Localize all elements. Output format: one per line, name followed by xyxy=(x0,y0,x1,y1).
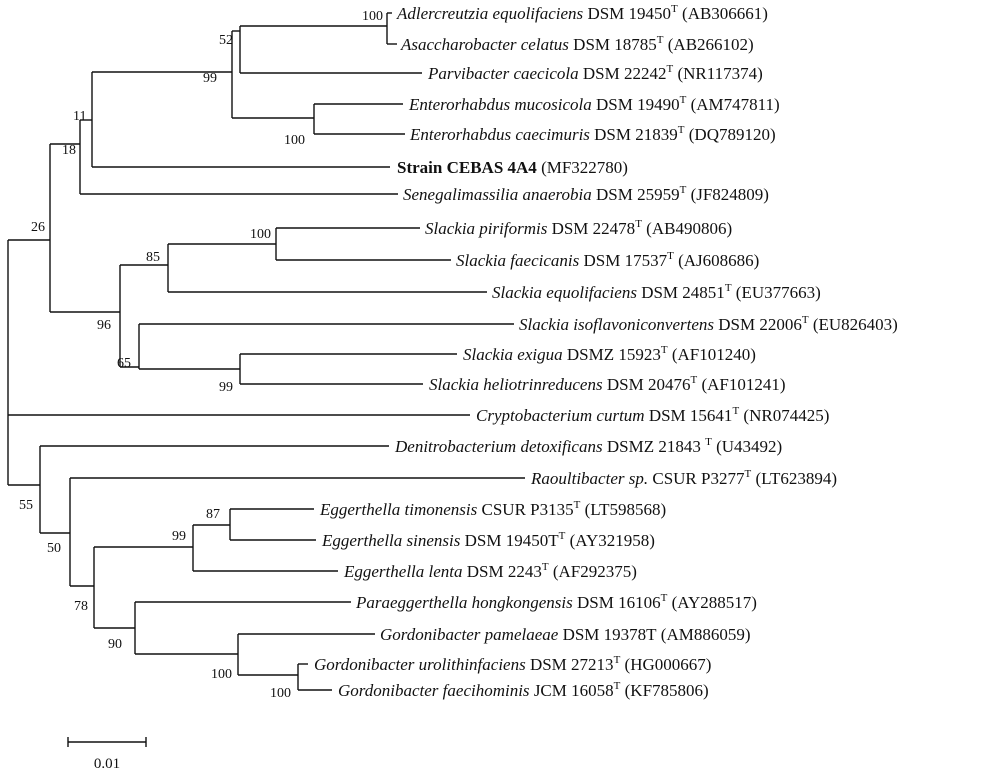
leaf-label xyxy=(343,561,637,581)
leaf-strain: DSM 21839 xyxy=(594,125,678,144)
leaf-strain: DSM 22006 xyxy=(718,315,802,334)
leaf-genus: Slackia xyxy=(429,375,480,394)
leaf-strain: CSUR P3135 xyxy=(481,500,574,519)
leaf-type-superscript: T xyxy=(558,530,566,542)
leaf-label xyxy=(425,218,732,238)
leaf-genus: Paraeggerthella xyxy=(356,593,468,612)
leaf-epithet: faecihominis xyxy=(442,681,530,700)
leaf-strain: DSM 18785 xyxy=(573,35,657,54)
leaf-epithet: piriformis xyxy=(479,219,548,238)
leaf-epithet: detoxificans xyxy=(520,437,603,456)
leaf-epithet: sp. xyxy=(628,469,649,488)
bootstrap-value: 85 xyxy=(146,250,160,265)
leaf-accession: (AF101241) xyxy=(701,375,786,394)
leaf-type-superscript: T xyxy=(666,63,674,75)
leaf-epithet: exigua xyxy=(517,345,563,364)
leaf-label xyxy=(319,499,666,519)
leaf-genus: Gordonibacter xyxy=(380,625,481,644)
leaf-genus: Slackia xyxy=(456,251,507,270)
leaf-strain: CSUR P3277 xyxy=(652,469,745,488)
leaf-epithet: celatus xyxy=(520,35,569,54)
leaf-epithet: faecicanis xyxy=(510,251,580,270)
leaf-accession: (LT598568) xyxy=(584,500,667,519)
bootstrap-value: 96 xyxy=(97,318,111,333)
scale-bar xyxy=(68,737,146,771)
bootstrap-value: 90 xyxy=(108,637,122,652)
leaf-genus: Slackia xyxy=(463,345,514,364)
leaf-strain: DSM 19378T xyxy=(562,625,657,644)
leaf-accession: (NR117374) xyxy=(677,64,763,83)
leaf-epithet: caecicola xyxy=(513,64,579,83)
leaf-label xyxy=(394,436,782,456)
leaf-genus: Slackia xyxy=(425,219,476,238)
leaf-strain: DSM 27213 xyxy=(529,655,614,674)
bootstrap-value: 99 xyxy=(219,380,233,395)
leaf-epithet: pamelaeae xyxy=(484,625,559,644)
leaf-strain: DSMZ 21843 xyxy=(606,437,706,456)
leaf-genus: Enterorhabdus xyxy=(410,125,512,144)
bootstrap-value: 100 xyxy=(362,9,383,24)
leaf-label xyxy=(321,530,655,550)
bootstrap-value: 99 xyxy=(172,529,186,544)
leaf-type-superscript: T xyxy=(613,654,621,666)
leaf-accession: (EU377663) xyxy=(735,283,821,302)
leaf-accession: (MF322780) xyxy=(541,158,628,177)
leaf-strain: DSM 19490 xyxy=(596,95,680,114)
leaf-accession: (AM747811) xyxy=(690,95,780,114)
leaf-epithet: isoflavoniconvertens xyxy=(573,315,714,334)
leaf-strain: DSM 19450T xyxy=(464,531,559,550)
leaf-label xyxy=(463,344,756,364)
leaf-type-superscript: T xyxy=(660,344,668,356)
leaf-type-superscript: T xyxy=(690,374,698,386)
bootstrap-value: 55 xyxy=(19,498,33,513)
leaf-strain: DSM 17537 xyxy=(583,251,668,270)
leaf-genus: Eggerthella xyxy=(322,531,403,550)
leaf-epithet: caecimuris xyxy=(515,125,590,144)
leaf-type-superscript: T xyxy=(671,3,678,15)
leaf-accession: (AJ608686) xyxy=(678,251,760,270)
leaf-genus: Adlercreutzia xyxy=(397,4,489,23)
leaf-accession: (KF785806) xyxy=(624,681,709,700)
bootstrap-value: 100 xyxy=(250,227,271,242)
bootstrap-value: 87 xyxy=(206,507,220,522)
leaf-strain: JCM 16058 xyxy=(533,681,614,700)
leaf-label xyxy=(396,3,768,23)
leaf-accession: (AF101240) xyxy=(671,345,756,364)
leaf-label xyxy=(519,314,898,334)
leaf-accession: (AF292375) xyxy=(552,562,637,581)
leaf-type-superscript: T xyxy=(656,34,664,46)
leaf-type-superscript: T xyxy=(541,561,549,573)
leaf-accession: (AB306661) xyxy=(682,4,768,23)
leaf-accession: (AY288517) xyxy=(671,593,757,612)
leaf-genus: Senegalimassilia xyxy=(403,185,519,204)
leaf-type-superscript: T xyxy=(667,250,674,262)
leaf-type-superscript: T xyxy=(613,680,621,692)
leaf-label xyxy=(492,282,821,302)
leaf-accession: (LT623894) xyxy=(755,469,837,488)
leaf-label xyxy=(409,124,776,144)
leaf-accession: (EU826403) xyxy=(812,315,898,334)
leaf-accession: (HG000667) xyxy=(624,655,712,674)
leaf-label xyxy=(355,592,757,612)
leaf-strain: DSM 19450 xyxy=(587,4,672,23)
leaf-label xyxy=(403,184,769,204)
leaf-type-superscript: T xyxy=(679,94,687,106)
leaf-genus: Gordonibacter xyxy=(314,655,415,674)
leaf-epithet: mucosicola xyxy=(514,95,592,114)
leaf-epithet: anaerobia xyxy=(522,185,592,204)
bootstrap-value: 99 xyxy=(203,71,217,86)
bootstrap-values xyxy=(19,9,383,701)
leaf-type-superscript: T xyxy=(635,218,642,230)
leaf-label xyxy=(427,63,763,83)
leaf-accession: (AB490806) xyxy=(646,219,733,238)
leaf-accession: (NR074425) xyxy=(743,406,830,425)
bootstrap-value: 11 xyxy=(73,109,87,124)
bootstrap-value: 26 xyxy=(31,220,45,235)
scale-bar-label: 0.01 xyxy=(93,756,121,771)
leaf-strain: DSM 22478 xyxy=(551,219,636,238)
leaf-type-superscript: T xyxy=(679,184,687,196)
leaf-label xyxy=(400,34,754,54)
leaf-genus: Raoultibacter xyxy=(531,469,625,488)
leaf-accession: (U43492) xyxy=(716,437,783,456)
bootstrap-value: 50 xyxy=(47,541,61,556)
leaf-accession: (AM886059) xyxy=(660,625,751,644)
leaf-strain: DSM 2243 xyxy=(466,562,542,581)
leaf-label xyxy=(476,405,829,425)
bootstrap-value: 100 xyxy=(270,686,291,701)
leaf-accession: (JF824809) xyxy=(690,185,769,204)
leaf-genus: Asaccharobacter xyxy=(401,35,517,54)
bootstrap-value: 52 xyxy=(219,33,233,48)
leaf-strain: DSM 25959 xyxy=(595,185,680,204)
leaf-label xyxy=(530,468,837,488)
leaf-strain: DSM 22242 xyxy=(582,64,667,83)
leaf-genus: Slackia xyxy=(492,283,543,302)
leaf-labels xyxy=(314,3,898,700)
leaf-genus: Eggerthella xyxy=(320,500,401,519)
leaf-accession: (AB266102) xyxy=(667,35,754,54)
leaf-epithet: sinensis xyxy=(406,531,461,550)
leaf-type-superscript: T xyxy=(677,124,685,136)
leaf-label xyxy=(456,250,759,270)
leaf-type-superscript: T xyxy=(801,314,809,326)
leaf-type-superscript: T xyxy=(573,499,581,511)
leaf-genus: Slackia xyxy=(519,315,570,334)
leaf-label xyxy=(429,374,786,394)
leaf-type-superscript: T xyxy=(744,468,752,480)
leaf-epithet: timonensis xyxy=(404,500,478,519)
leaf-label xyxy=(408,94,780,114)
bootstrap-value: 100 xyxy=(211,667,232,682)
bootstrap-value: 65 xyxy=(117,356,131,371)
leaf-genus: Eggerthella xyxy=(344,562,425,581)
leaf-genus: Cryptobacterium xyxy=(476,406,593,425)
leaf-epithet: lenta xyxy=(428,562,463,581)
leaf-epithet: hongkongensis xyxy=(471,593,573,612)
leaf-label xyxy=(338,680,709,700)
leaf-strain: DSM 16106 xyxy=(576,593,661,612)
leaf-epithet: curtum xyxy=(596,406,645,425)
leaf-epithet: heliotrinreducens xyxy=(483,375,603,394)
bootstrap-value: 100 xyxy=(284,133,305,148)
leaf-accession: (AY321958) xyxy=(569,531,655,550)
leaf-genus: Parvibacter xyxy=(428,64,510,83)
leaf-bold-name: Strain CEBAS 4A4 xyxy=(397,158,537,177)
leaf-epithet: urolithinfaciens xyxy=(418,655,526,674)
leaf-type-superscript: T xyxy=(660,592,668,604)
leaf-strain: DSM 24851 xyxy=(641,283,725,302)
leaf-label xyxy=(314,654,711,674)
leaf-label xyxy=(397,158,628,177)
leaf-epithet: equolifaciens xyxy=(546,283,637,302)
leaf-label xyxy=(380,625,751,644)
leaf-strain: DSM 20476 xyxy=(606,375,691,394)
leaf-strain: DSMZ 15923 xyxy=(566,345,661,364)
leaf-epithet: equolifaciens xyxy=(492,4,584,23)
bootstrap-value: 78 xyxy=(74,599,88,614)
leaf-genus: Enterorhabdus xyxy=(409,95,511,114)
leaf-accession: (DQ789120) xyxy=(688,125,776,144)
leaf-type-superscript: T xyxy=(732,405,740,417)
bootstrap-value: 18 xyxy=(62,143,76,158)
leaf-type-superscript: T xyxy=(705,436,712,448)
leaf-genus: Gordonibacter xyxy=(338,681,439,700)
leaf-type-superscript: T xyxy=(724,282,732,294)
leaf-strain: DSM 15641 xyxy=(648,406,733,425)
leaf-genus: Denitrobacterium xyxy=(395,437,517,456)
